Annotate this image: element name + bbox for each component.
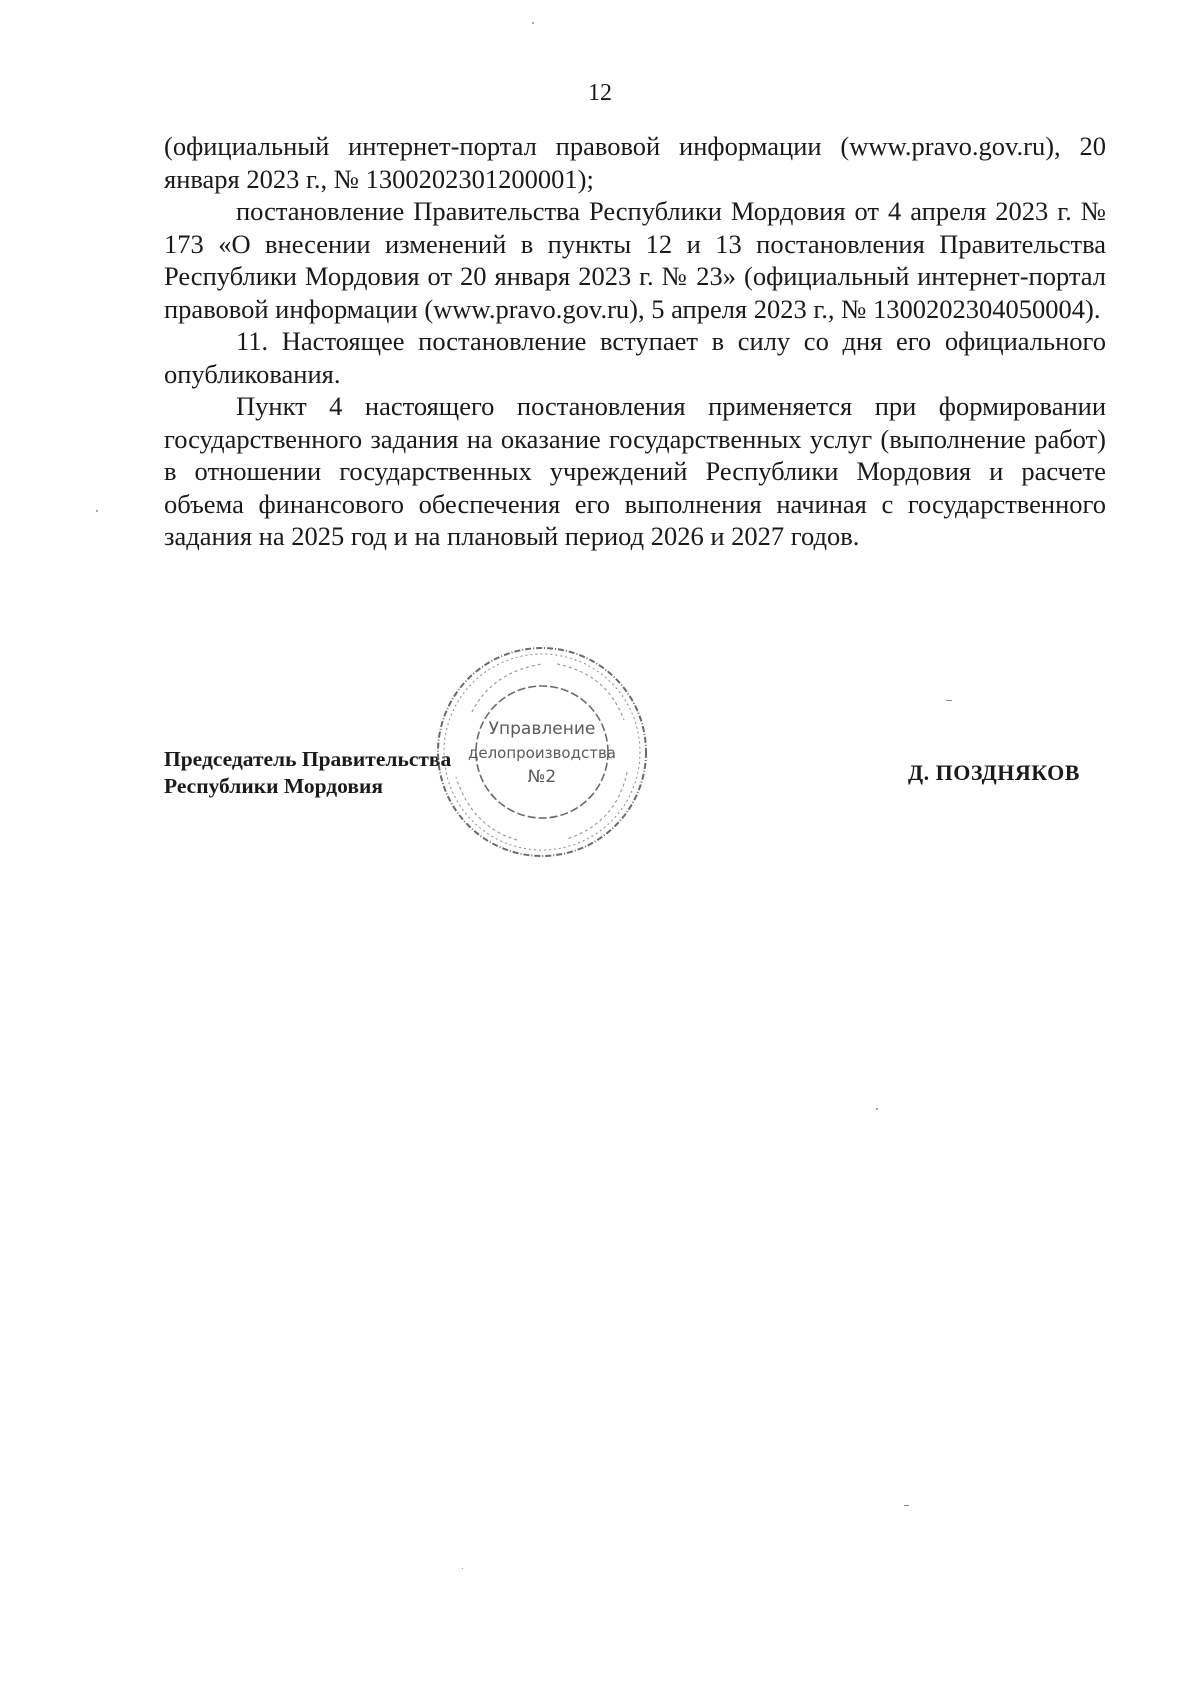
paragraph-clause-4-application: Пункт 4 настоящего постановления применяется при формировании государственного задания на оказание государственных услуг (выполнение работ) в отношении государственных учреждений Республики Мордовия и расчете объема финансового обеспечения его выполнения начиная с государственного задания на 2025 год и на плановый период 2026 и 2027 годов. (164, 391, 1106, 551)
scan-speck (96, 510, 98, 512)
scan-speck (946, 700, 952, 701)
paragraph-resolution-173: постановление Правительства Республики Мордовия от 4 апреля 2023 г. № 173 «О внесении изменений в пункты 12 и 13 постановления Правительства Республики Мордовия от 20 января 2023 г. № 23» (официальный интернет-портал правовой информации (www.pravo.gov.ru), 5 апреля 2023 г., № 1300202304050004). (164, 196, 1106, 324)
page-number: 12 (588, 80, 612, 106)
paragraph-entry-into-force: 11. Настоящее постановление вступает в силу со дня его официального опубликования. (164, 326, 1106, 389)
official-stamp (432, 642, 652, 862)
stamp-line-1: Управление (488, 719, 596, 739)
stamp-seal-graphic (432, 642, 652, 862)
scan-speck (462, 1568, 463, 1569)
paragraph-source-citation: (официальный интернет-портал правовой информации (www.pravo.gov.ru), 20 января 2023 г., № 1300202301200001); (164, 131, 1106, 194)
scan-speck (904, 1505, 909, 1506)
signatory-position-line2: Республики Мордовия (164, 774, 384, 798)
signatory-name: Д. ПОЗДНЯКОВ (908, 760, 1080, 785)
scan-speck (532, 22, 534, 24)
signatory-position (164, 746, 451, 800)
scan-speck (876, 1108, 878, 1110)
stamp-line-3: №2 (527, 767, 557, 787)
document-body (164, 130, 1106, 553)
signatory-position-line1: Председатель Правительства (164, 747, 452, 771)
stamp-line-2: делопроизводства (467, 744, 617, 762)
